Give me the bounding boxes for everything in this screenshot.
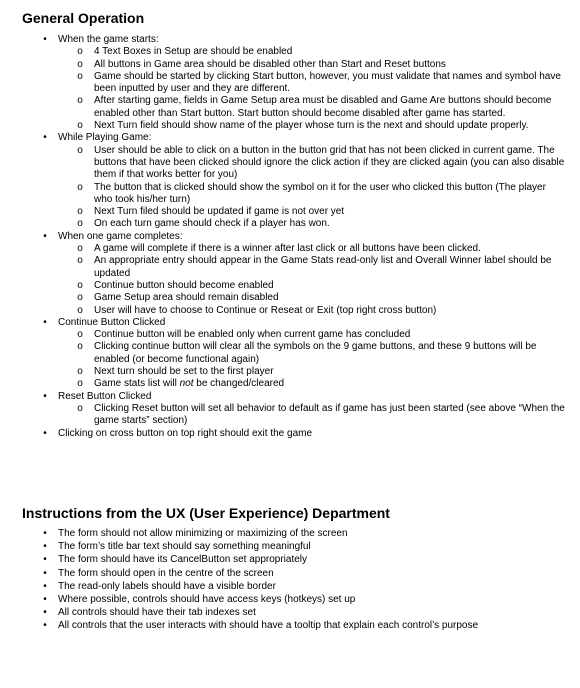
bullet-icon: •: [43, 132, 47, 144]
sub-bullet-icon: o: [77, 402, 83, 414]
sub-list-item-text: Game Setup area should remain disabled: [94, 292, 279, 304]
list-item-text: The form should not allow minimizing or maximizing of the screen: [58, 528, 348, 539]
sub-bullet-icon: o: [77, 341, 83, 353]
sub-list-item: [58, 71, 566, 96]
list-item-text: Reset Button Clicked: [58, 390, 152, 402]
sub-list-item-text: Clicking Reset button will set all behavior to default as if game has just been started (see above “When the game starts” section): [94, 402, 565, 427]
sub-list-item-text: User should be able to click on a button in the button grid that has not been clicked in current game. The buttons that have been clicked should ignore the click action if they are clicked again (you can also disable them if that works better for you): [94, 144, 565, 181]
list-item-text: When the game starts:: [58, 34, 159, 45]
bullet-icon: •: [43, 567, 47, 579]
sub-list-item-text: Next Turn field should show name of the player whose turn is the next and should update properly.: [94, 120, 529, 132]
sub-list-item: [58, 280, 566, 292]
list-item-text: The form should open in the centre of the screen: [58, 567, 274, 579]
sub-bullet-icon: o: [77, 255, 83, 267]
text-part: Game stats list will: [94, 378, 180, 390]
bullet-icon: •: [43, 528, 47, 539]
sub-bullet-icon: o: [77, 279, 83, 291]
sub-bullet-icon: o: [77, 206, 83, 218]
bullet-icon: •: [43, 390, 47, 402]
list-item: [0, 34, 580, 132]
sub-list-item-text: A game will complete if there is a winner after last click or all buttons have been clicked.: [94, 243, 481, 255]
list-item: [0, 581, 580, 593]
sub-list-item-text: Continue button should become enabled: [94, 279, 274, 291]
sub-bullet-icon: o: [77, 120, 83, 132]
sub-list: [58, 329, 566, 390]
list-item: [0, 541, 580, 553]
sub-list-item: [58, 366, 566, 378]
sub-list-item: [58, 145, 566, 182]
sub-list: [58, 243, 566, 317]
sub-list-item: [58, 182, 566, 207]
sub-list-item: [58, 95, 566, 120]
sub-list-item-text: [94, 378, 284, 389]
sub-list-item-text: Continue button will be enabled only when current game has concluded: [94, 329, 411, 341]
list-item-text: The read-only labels should have a visible border: [58, 580, 276, 592]
sub-list-item: [58, 206, 566, 218]
bullet-icon: •: [43, 427, 47, 439]
bullet-icon: •: [43, 230, 47, 242]
sub-list-item: [58, 59, 566, 71]
list-item: [0, 231, 580, 317]
list-item-text: The form’s title bar text should say something meaningful: [58, 541, 311, 553]
sub-bullet-icon: o: [77, 181, 83, 193]
list-item-text: While Playing Game:: [58, 132, 152, 144]
sub-bullet-icon: o: [77, 329, 83, 341]
bullet-icon: •: [43, 620, 47, 632]
sub-list-item: [58, 46, 566, 58]
list-item: [0, 391, 580, 428]
list-item: [0, 554, 580, 566]
list-item-text: Where possible, controls should have access keys (hotkeys) set up: [58, 593, 356, 605]
sub-list: [58, 145, 566, 231]
text-part: be changed/cleared: [193, 378, 285, 390]
sub-list-item: [58, 378, 566, 390]
bullet-icon: •: [43, 34, 47, 45]
sub-list-item-text: On each turn game should check if a player has won.: [94, 218, 330, 230]
sub-bullet-icon: o: [77, 243, 83, 255]
list-item-text: The form should have its CancelButton set appropriately: [58, 554, 308, 566]
list-item: [0, 132, 580, 230]
sub-list-item-text: Clicking continue button will clear all the symbols on the 9 game buttons, and these 9 buttons will be enabled (or become functional again): [94, 341, 537, 365]
sub-bullet-icon: o: [77, 292, 83, 304]
list-item: [0, 568, 580, 580]
sub-list: [58, 403, 566, 428]
sub-list: [58, 46, 566, 132]
sub-list-item: [58, 292, 566, 304]
list-item-text: All controls should have their tab indexes set: [58, 607, 256, 619]
sub-list-item: [58, 243, 566, 255]
list-item: [0, 594, 580, 606]
sub-list-item-text: All buttons in Game area should be disabled other than Start and Reset buttons: [94, 58, 446, 70]
list-item-text: Clicking on cross button on top right should exit the game: [58, 427, 313, 439]
list-item: [0, 317, 580, 391]
bullet-icon: •: [43, 316, 47, 328]
sub-bullet-icon: o: [77, 218, 83, 230]
sub-bullet-icon: o: [77, 70, 83, 82]
sub-bullet-icon: o: [77, 378, 83, 390]
sub-bullet-icon: o: [77, 95, 83, 107]
bullet-icon: •: [43, 580, 47, 592]
list-item: [0, 607, 580, 619]
bullet-icon: •: [43, 607, 47, 619]
sub-list-item-text: An appropriate entry should appear in the Game Stats read-only list and Overall Winner label should be updated: [94, 255, 552, 279]
list-item-text: All controls that the user interacts with should have a tooltip that explain each control’s purpose: [58, 620, 479, 632]
sub-list-item: [58, 403, 566, 428]
sub-bullet-icon: o: [77, 46, 83, 58]
sub-list-item: [58, 218, 566, 230]
sub-list-item-text: Next turn should be set to the first player: [94, 366, 274, 378]
bullet-icon: •: [43, 554, 47, 566]
general-operation-list: [0, 34, 580, 440]
sub-list-item-text: The button that is clicked should show the symbol on it for the user who clicked this button (The player who took his/her turn): [94, 181, 546, 205]
sub-list-item: [58, 341, 566, 366]
list-item-text: When one game completes:: [58, 230, 183, 242]
sub-list-item: [58, 305, 566, 317]
list-item: [0, 528, 580, 540]
sub-bullet-icon: o: [77, 144, 83, 156]
heading-ux-instructions: Instructions from the UX (User Experience) Department: [22, 505, 390, 521]
emphasis-text: not: [179, 378, 194, 390]
sub-list-item: [58, 255, 566, 280]
sub-list-item: [58, 120, 566, 132]
sub-list-item-text: After starting game, fields in Game Setup area must be disabled and Game Are buttons should become enabled other than Start button. Start button should become disabled after game has started.: [94, 95, 552, 119]
sub-bullet-icon: o: [77, 58, 83, 70]
list-item: [0, 428, 580, 440]
ux-instructions-list: [0, 528, 580, 634]
sub-list-item: [58, 329, 566, 341]
bullet-icon: •: [43, 593, 47, 605]
sub-list-item-text: Next Turn filed should be updated if game is not over yet: [94, 206, 345, 218]
list-item-text: Continue Button Clicked: [58, 316, 166, 328]
sub-bullet-icon: o: [77, 366, 83, 378]
list-item: [0, 620, 580, 632]
sub-bullet-icon: o: [77, 304, 83, 316]
heading-general-operation: General Operation: [22, 10, 145, 26]
sub-list-item-text: Game should be started by clicking Start button, however, you must validate that names and symbol have been inputted by user and they are different.: [94, 70, 561, 95]
bullet-icon: •: [43, 541, 47, 553]
sub-list-item-text: User will have to choose to Continue or Reseat or Exit (top right cross button): [94, 304, 437, 316]
sub-list-item-text: 4 Text Boxes in Setup are should be enabled: [94, 46, 293, 58]
